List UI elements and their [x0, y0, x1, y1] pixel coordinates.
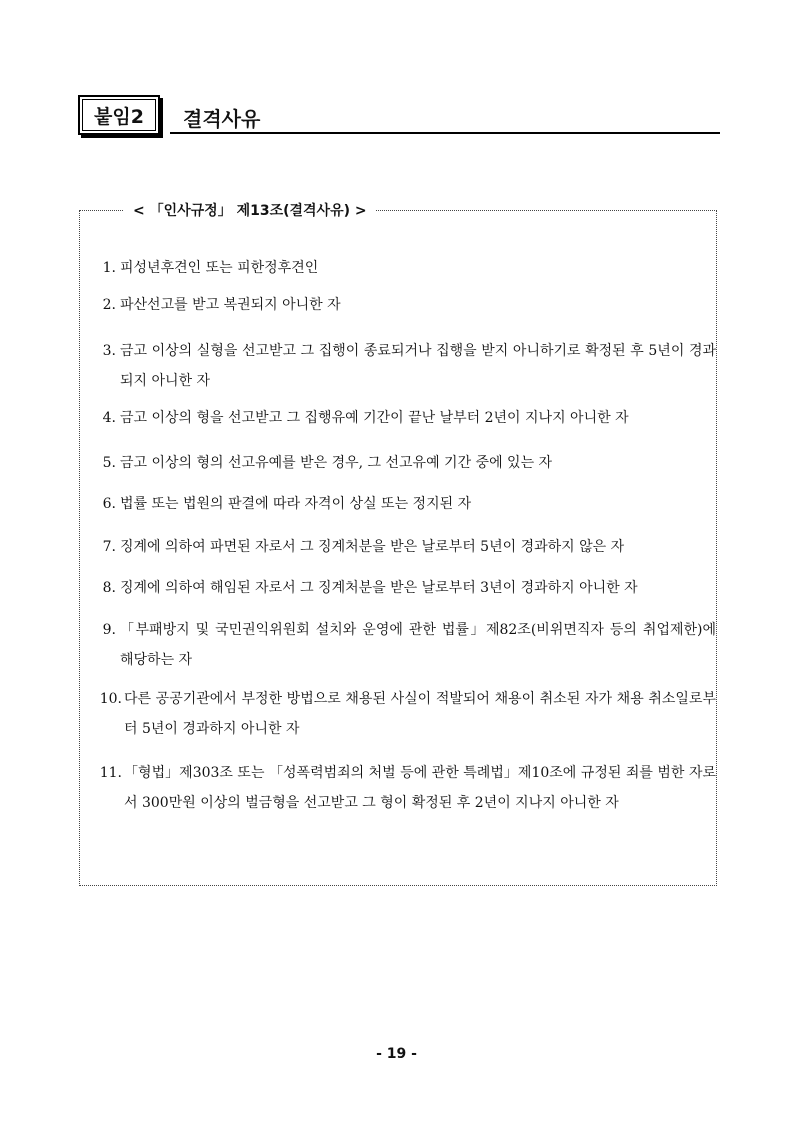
title-underline [170, 132, 720, 134]
list-item-text: 「부패방지 및 국민권익위원회 설치와 운영에 관한 법률」제82조(비위면직자 등의 취업제한)에 해당하는 자 [120, 622, 716, 668]
list-item-number: 11. [99, 765, 122, 781]
attachment-label [78, 95, 160, 135]
list-item-text: 「형법」제303조 또는 「성폭력범죄의 처벌 등에 관한 특례법」제10조에 규정된 죄를 범한 자로서 300만원 이상의 벌금형을 선고받고 그 형이 확정된 후 2년이 지나지 아니한 자 [124, 765, 716, 811]
list-item-number: 6. [102, 496, 116, 512]
list-item-number: 2. [102, 297, 116, 313]
list-item-text: 금고 이상의 실형을 선고받고 그 집행이 종료되거나 집행을 받지 아니하기로 확정된 후 5년이 경과되지 아니한 자 [120, 343, 716, 389]
list-item-text: 다른 공공기관에서 부정한 방법으로 채용된 사실이 적발되어 채용이 취소된 자가 채용 취소일로부터 5년이 경과하지 아니한 자 [124, 691, 716, 737]
rules-box-title: < 「인사규정」 제13조(결격사유) > [124, 200, 376, 222]
list-item-number: 4. [102, 410, 116, 426]
list-item-text: 법률 또는 법원의 판결에 따라 자격이 상실 또는 정지된 자 [120, 496, 472, 512]
list-item-text: 피성년후견인 또는 피한정후견인 [120, 260, 319, 276]
list-item-text: 징계에 의하여 해임된 자로서 그 징계처분을 받은 날로부터 3년이 경과하지 아니한 자 [120, 580, 638, 596]
list-item-text: 금고 이상의 형을 선고받고 그 집행유예 기간이 끝난 날부터 2년이 지나지 아니한 자 [120, 410, 629, 426]
list-item-number: 5. [102, 455, 116, 471]
list-item-text: 금고 이상의 형의 선고유예를 받은 경우, 그 선고유예 기간 중에 있는 자 [120, 455, 553, 471]
list-item-number: 8. [102, 580, 116, 596]
list-item-number: 7. [102, 539, 116, 555]
page-number: - 19 - [376, 1046, 417, 1062]
page-title: 결격사유 [183, 107, 261, 131]
list-item-number: 10. [99, 691, 122, 707]
list-item-text: 징계에 의하여 파면된 자로서 그 징계처분을 받은 날로부터 5년이 경과하지 않은 자 [120, 539, 625, 555]
attachment-label-text: 붙임2 [82, 99, 156, 131]
list-item-number: 3. [102, 343, 116, 359]
list-item-number: 1. [102, 260, 116, 276]
list-item-text: 파산선고를 받고 복권되지 아니한 자 [120, 297, 341, 313]
list-item-number: 9. [102, 622, 116, 638]
